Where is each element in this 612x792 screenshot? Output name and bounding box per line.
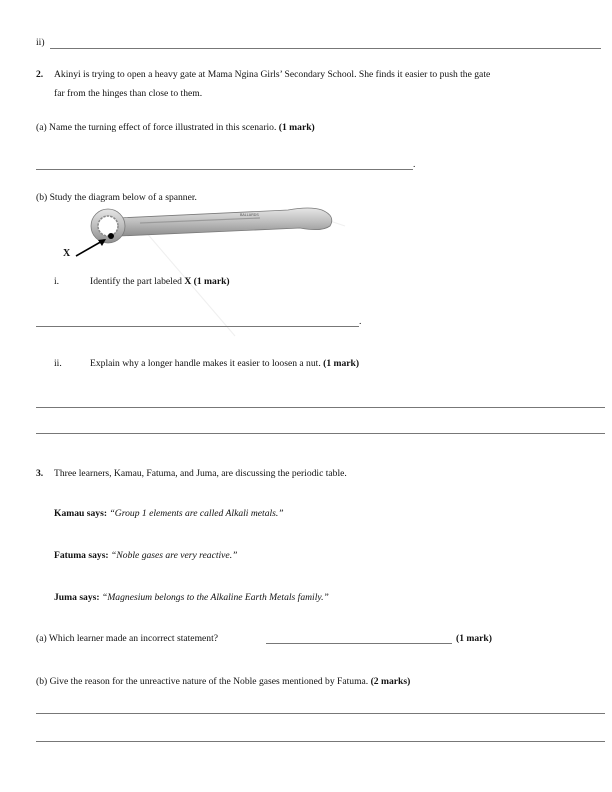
spanner-brand: BALLARDS	[240, 213, 259, 217]
q3-intro: Three learners, Kamau, Fatuma, and Juma, are discussing the periodic table.	[54, 468, 347, 479]
q2a-question	[36, 122, 315, 133]
q2b-ii-marks: (1 mark)	[323, 358, 360, 369]
q2-number: 2.	[36, 69, 44, 80]
kamau-quote: “Group 1 elements are called Alkali metals.”	[109, 508, 284, 519]
kamau-label: Kamau says:	[54, 508, 108, 519]
q2b-ii-number: ii.	[54, 358, 62, 369]
q2b-ii-answer-line-1[interactable]	[36, 407, 605, 408]
q1-part-ii-label: ii)	[36, 37, 45, 48]
q2b-i-text: Identify the part labeled	[90, 276, 182, 287]
q3a-answer-line[interactable]	[266, 643, 452, 644]
q3-kamau-statement	[54, 508, 284, 519]
q2b-i-answer-line[interactable]	[36, 326, 359, 327]
q2b-i-end-mark: .	[359, 316, 362, 327]
q2b-ii-text: Explain why a longer handle makes it easier to loosen a nut.	[90, 358, 321, 369]
fatuma-label: Fatuma says:	[54, 550, 109, 561]
q2b-i-number: i.	[54, 276, 60, 287]
juma-quote: “Magnesium belongs to the Alkaline Earth Metals family.”	[101, 592, 329, 603]
q2a-end-mark: .	[413, 159, 416, 170]
juma-label: Juma says:	[54, 592, 100, 603]
q3-number: 3.	[36, 468, 44, 479]
q3-fatuma-statement	[54, 550, 237, 561]
q2a-marks: (1 mark)	[278, 122, 315, 133]
q2-text-line1: Akinyi is trying to open a heavy gate at Mama Ngina Girls’ Secondary School. She finds it easier to push the gate	[54, 69, 491, 80]
q3-juma-statement	[54, 592, 329, 603]
q2a-answer-line[interactable]	[36, 169, 413, 170]
q3b-answer-line-1[interactable]	[36, 713, 605, 714]
q3a-marks: (1 mark)	[456, 633, 492, 644]
q3b-marks: (2 marks)	[370, 676, 411, 687]
q2a-text: (a) Name the turning effect of force illustrated in this scenario.	[36, 122, 277, 133]
q3a-text: (a) Which learner made an incorrect statement?	[36, 633, 219, 644]
q2-text-line2: far from the hinges than close to them.	[54, 88, 203, 99]
q2b-i-question	[90, 276, 230, 287]
part-x-dot	[108, 233, 114, 239]
diagram-label-x: X	[63, 248, 71, 259]
q2b-ii-question	[90, 358, 359, 369]
q3b-question	[36, 676, 410, 687]
q2b-text: (b) Study the diagram below of a spanner.	[36, 192, 197, 203]
spanner-ring-hole	[98, 216, 118, 236]
q3b-answer-line-2[interactable]	[36, 741, 605, 742]
q2b-i-marks: X (1 mark)	[184, 276, 230, 287]
q2b-ii-answer-line-2[interactable]	[36, 433, 605, 434]
q3b-text: (b) Give the reason for the unreactive nature of the Noble gases mentioned by Fatuma.	[36, 676, 369, 687]
fatuma-quote: “Noble gases are very reactive.”	[111, 550, 238, 561]
q1-answer-line[interactable]	[50, 48, 601, 49]
